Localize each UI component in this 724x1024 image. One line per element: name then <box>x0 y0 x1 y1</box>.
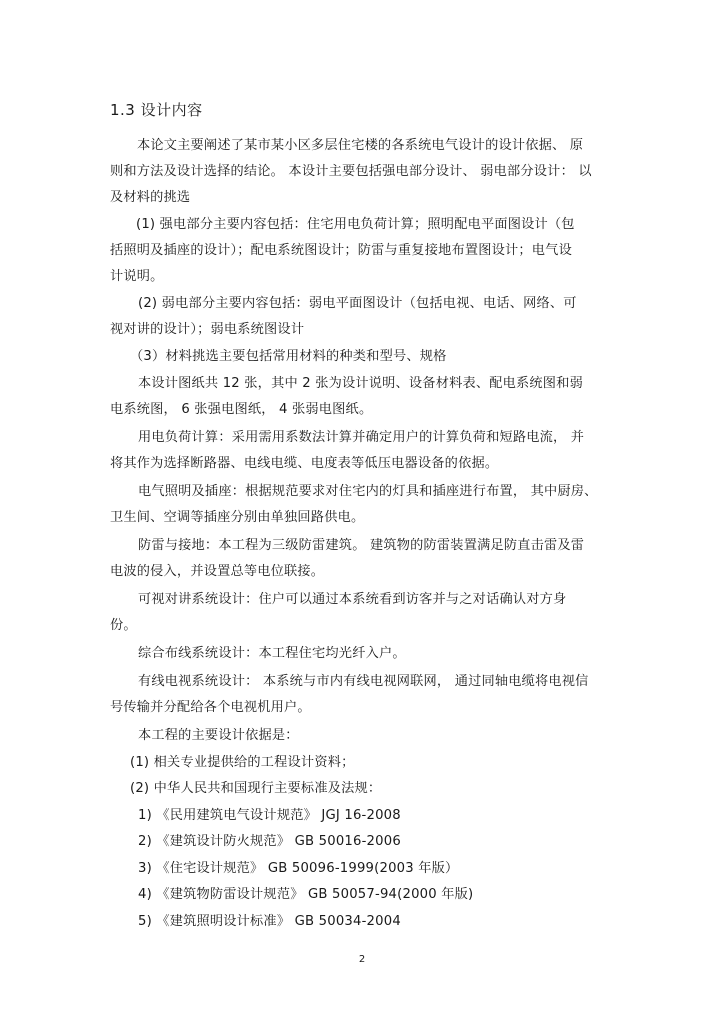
paragraph-line: 综合布线系统设计：本工程住宅均光纤入户。 <box>138 646 406 661</box>
paragraph-line: 视对讲的设计）；弱电系统图设计 <box>110 322 305 337</box>
paragraph-line: 有线电视系统设计： 本系统与市内有线电视网联网， 通过同轴电缆将电视信 <box>138 674 589 689</box>
paragraph-line: (1) 强电部分主要内容包括：住宅用电负荷计算；照明配电平面图设计（包 <box>136 217 575 232</box>
paragraph-line: 本工程的主要设计依据是： <box>138 728 299 743</box>
paragraph-line: 电波的侵入，并设置总等电位联接。 <box>110 564 325 579</box>
section-heading: 1.3 设计内容 <box>110 101 203 119</box>
standard-item: 5) 《建筑照明设计标准》 GB 50034-2004 <box>138 914 401 929</box>
paragraph-line: (2) 弱电部分主要内容包括：弱电平面图设计（包括电视、电话、网络、可 <box>138 296 577 311</box>
paragraph-line: 本论文主要阐述了某市某小区多层住宅楼的各系统电气设计的设计依据、 原 <box>137 138 584 153</box>
standard-item: 2) 《建筑设计防火规范》 GB 50016-2006 <box>138 834 401 849</box>
paragraph-line: 则和方法及设计选择的结论。 本设计主要包括强电部分设计、 弱电部分设计： 以 <box>110 164 592 179</box>
paragraph-line: 号传输并分配给各个电视机用户。 <box>110 700 311 715</box>
list-item: (1) 相关专业提供给的工程设计资料； <box>130 755 355 770</box>
paragraph-line: 及材料的挑选 <box>110 190 191 205</box>
paragraph-line: 将其作为选择断路器、电线电缆、电度表等低压电器设备的依据。 <box>110 456 499 471</box>
paragraph-line: 用电负荷计算：采用需用系数法计算并确定用户的计算负荷和短路电流， 并 <box>138 430 585 445</box>
page-number: 2 <box>358 954 366 965</box>
paragraph-line: 防雷与接地：本工程为三级防雷建筑。 建筑物的防雷装置满足防直击雷及雷 <box>138 538 585 553</box>
paragraph-line: 电气照明及插座：根据规范要求对住宅内的灯具和插座进行布置， 其中厨房、 <box>138 484 598 499</box>
paragraph-line: 可视对讲系统设计：住户可以通过本系统看到访客并与之对话确认对方身 <box>138 592 567 607</box>
standard-item: 3) 《住宅设计规范》 GB 50096-1999(2003 年版） <box>138 861 459 876</box>
paragraph-line: 电系统图， 6 张强电图纸， 4 张弱电图纸。 <box>110 402 373 417</box>
paragraph-line: 卫生间、空调等插座分别由单独回路供电。 <box>110 510 365 525</box>
paragraph-line: （3）材料挑选主要包括常用材料的种类和型号、规格 <box>130 349 447 364</box>
list-item: (2) 中华人民共和国现行主要标准及法规： <box>130 781 382 796</box>
standard-item: 1) 《民用建筑电气设计规范》 JGJ 16-2008 <box>138 808 401 823</box>
paragraph-line: 本设计图纸共 12 张，其中 2 张为设计说明、设备材料表、配电系统图和弱 <box>138 376 583 391</box>
paragraph-line: 括照明及插座的设计）；配电系统图设计；防雷与重复接地布置图设计；电气设 <box>110 243 572 258</box>
standard-item: 4) 《建筑物防雷设计规范》 GB 50057-94(2000 年版) <box>138 887 474 902</box>
paragraph-line: 份。 <box>110 618 137 633</box>
paragraph-line: 计说明。 <box>110 269 164 284</box>
